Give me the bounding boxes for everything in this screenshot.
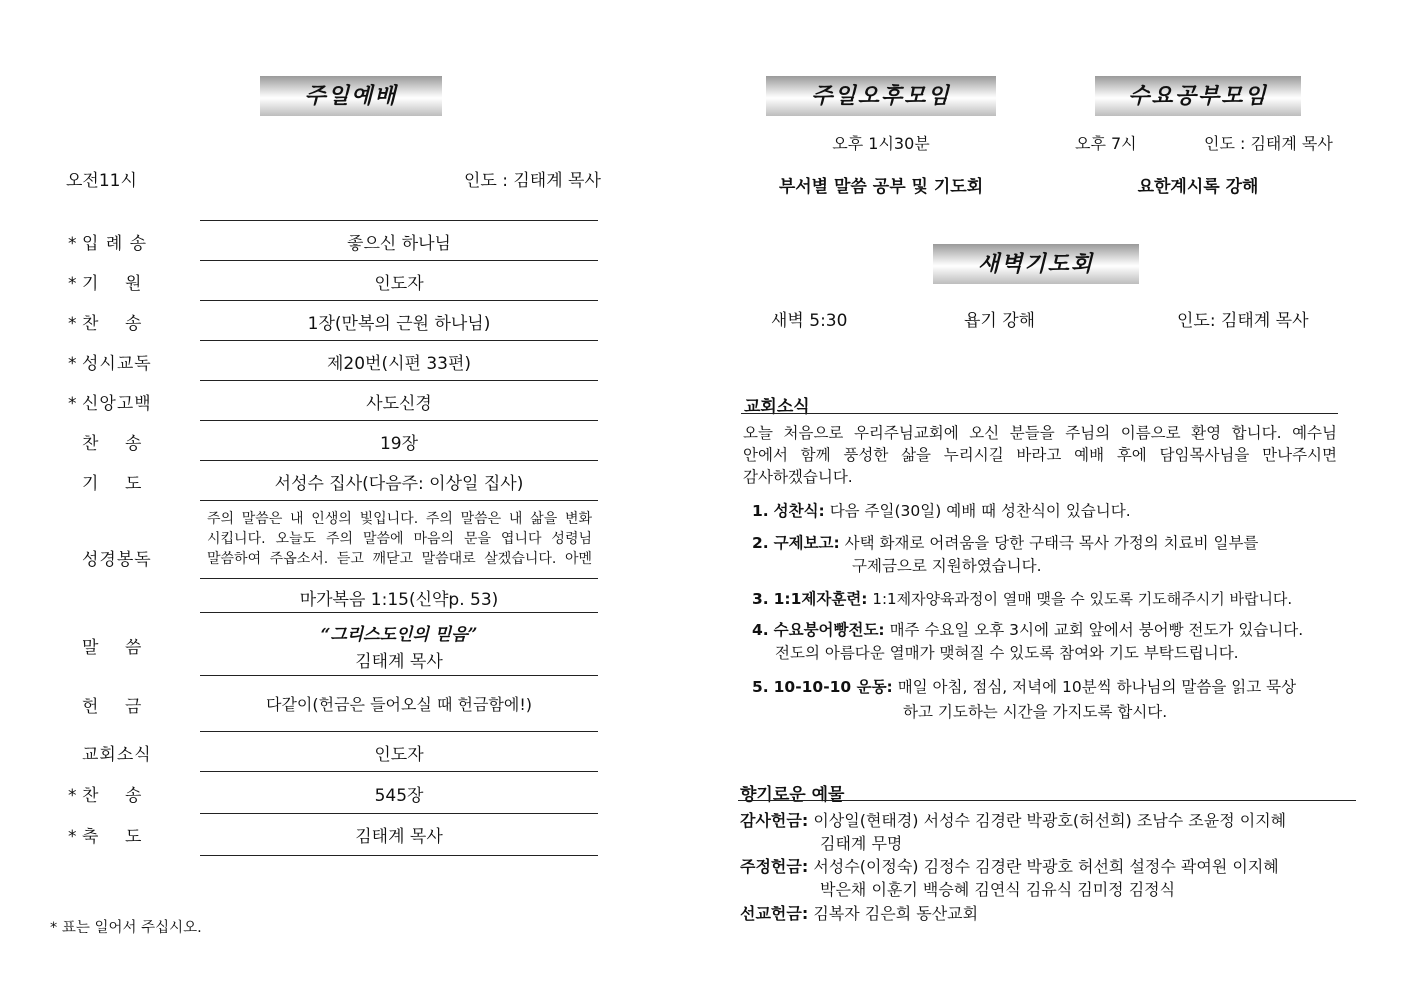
divider (200, 578, 598, 579)
order-value: 19장 (379, 434, 419, 454)
order-label: 교회소식 (82, 745, 152, 765)
divider (200, 300, 598, 301)
news-item: 4. 수요붕어빵전도: 매주 수요일 오후 3시에 교회 앞에서 붕어빵 전도가 있습니다. (752, 621, 1304, 639)
dawn-title: 새벽기도회 (933, 244, 1139, 284)
dawn-desc: 욥기 강해 (964, 311, 1036, 331)
divider (200, 460, 598, 461)
dawn-leader: 인도: 김태계 목사 (1177, 311, 1309, 331)
news-intro: 오늘 처음으로 우리주님교회에 오신 분들을 주님의 이름으로 환영 합니다. 예수님 안에서 함께 풍성한 삶을 누리시길 바라고 예배 후에 담임목사님을 만나주시면 감사하겠습니다. (743, 424, 1337, 486)
offerings-heading: 향기로운 예물 (740, 785, 845, 805)
offering-label: 헌 금 (82, 697, 143, 717)
worship-title: 주일예배 (260, 76, 442, 116)
order-label: * 찬 송 (68, 786, 143, 806)
news-item-continued: 구제금으로 지원하였습니다. (852, 557, 1042, 575)
news-item: 5. 10-10-10 운동: 매일 아침, 점심, 저녁에 10분씩 하나님의 말씀을 읽고 묵상 (752, 678, 1297, 696)
afternoon-time: 오후 1시30분 (832, 134, 930, 153)
afternoon-desc: 부서별 말씀 공부 및 기도회 (778, 177, 984, 197)
order-label: * 기 원 (68, 274, 143, 294)
offering-value: 다같이(헌금은 들어오실 때 헌금함에!) (266, 695, 532, 714)
wednesday-time: 오후 7시 (1075, 134, 1137, 153)
order-value: 인도자 (374, 745, 424, 765)
divider (200, 220, 598, 221)
afternoon-title: 주일오후모임 (766, 76, 996, 116)
news-item: 3. 1:1제자훈련: 1:1제자양육과정이 열매 맺을 수 있도록 기도해주시기 바랍니다. (752, 590, 1293, 608)
divider (200, 731, 598, 732)
order-value: 인도자 (374, 274, 424, 294)
order-value: 545장 (374, 786, 424, 806)
news-item-continued: 하고 기도하는 시간을 가지도록 합시다. (903, 703, 1168, 721)
offering-group: 주정헌금: 서성수(이정숙) 김정수 김경란 박광호 허선희 설정수 곽여원 이지혜 (740, 857, 1279, 876)
order-value: 좋으신 하나님 (347, 234, 451, 254)
wednesday-leader: 인도 : 김태계 목사 (1204, 134, 1333, 153)
order-label: * 성시교독 (68, 354, 152, 374)
news-item-continued: 전도의 아름다운 열매가 맺혀질 수 있도록 참여와 기도 부탁드립니다. (775, 644, 1239, 662)
sermon-preacher: 김태계 목사 (355, 652, 443, 672)
wednesday-desc: 요한계시록 강해 (1137, 177, 1259, 197)
sermon-label: 말 씀 (82, 638, 143, 658)
divider (200, 260, 598, 261)
divider (200, 420, 598, 421)
order-label: * 축 도 (68, 827, 143, 847)
divider (200, 500, 598, 501)
divider (200, 612, 598, 613)
offering-group: 감사헌금: 이상일(현태경) 서성수 김경란 박광호(허선희) 조남수 조윤정 이지혜 (740, 811, 1287, 830)
order-label: 기 도 (82, 474, 143, 494)
divider (200, 771, 598, 772)
worship-leader: 인도 : 김태계 목사 (464, 171, 601, 191)
scripture-ref: 마가복음 1:15(신약p. 53) (299, 590, 499, 610)
divider (200, 380, 598, 381)
order-value: 사도신경 (366, 394, 432, 414)
footnote: * 표는 일어서 주십시오. (50, 920, 202, 936)
divider (200, 813, 598, 814)
news-heading: 교회소식 (744, 397, 810, 417)
order-value: 김태계 목사 (355, 827, 443, 847)
divider (200, 855, 598, 856)
order-label: * 찬 송 (68, 314, 143, 334)
order-label: * 신앙고백 (68, 394, 152, 414)
divider (200, 340, 598, 341)
offering-group: 선교헌금: 김복자 김은희 동산교회 (740, 904, 979, 923)
order-label: 찬 송 (82, 434, 143, 454)
scripture-label: 성경봉독 (82, 550, 152, 570)
offerings-divider (738, 800, 1356, 801)
wednesday-title: 수요공부모임 (1095, 76, 1301, 116)
offering-group-continued: 박은채 이훈기 백승혜 김연식 김유식 김미정 김정식 (820, 880, 1176, 899)
dawn-time: 새벽 5:30 (771, 311, 848, 331)
order-value: 서성수 집사(다음주: 이상일 집사) (274, 474, 524, 494)
order-value: 1장(만복의 근원 하나님) (307, 314, 491, 334)
news-divider (741, 413, 1338, 414)
sermon-title: “그리스도인의 믿음” (320, 625, 478, 645)
order-value: 제20번(시편 33편) (326, 354, 472, 374)
news-item: 1. 성찬식: 다음 주일(30일) 예배 때 성찬식이 있습니다. (752, 502, 1131, 520)
news-item: 2. 구제보고: 사택 화재로 어려움을 당한 구태극 목사 가정의 치료비 일부를 (752, 534, 1259, 552)
scripture-prayer: 주의 말씀은 내 인생의 빛입니다. 주의 말씀은 내 삶을 변화 시킵니다. 오늘도 주의 말씀에 마음의 문을 엽니다 성령님 말씀하여 주옵소서. 듣고 깨닫고 말씀대로 살겠습니다. 아멘 (207, 511, 592, 567)
offering-group-continued: 김태계 무명 (820, 834, 903, 853)
worship-time: 오전11시 (66, 171, 137, 191)
order-label: * 입 례 송 (68, 234, 148, 254)
divider (200, 675, 598, 676)
